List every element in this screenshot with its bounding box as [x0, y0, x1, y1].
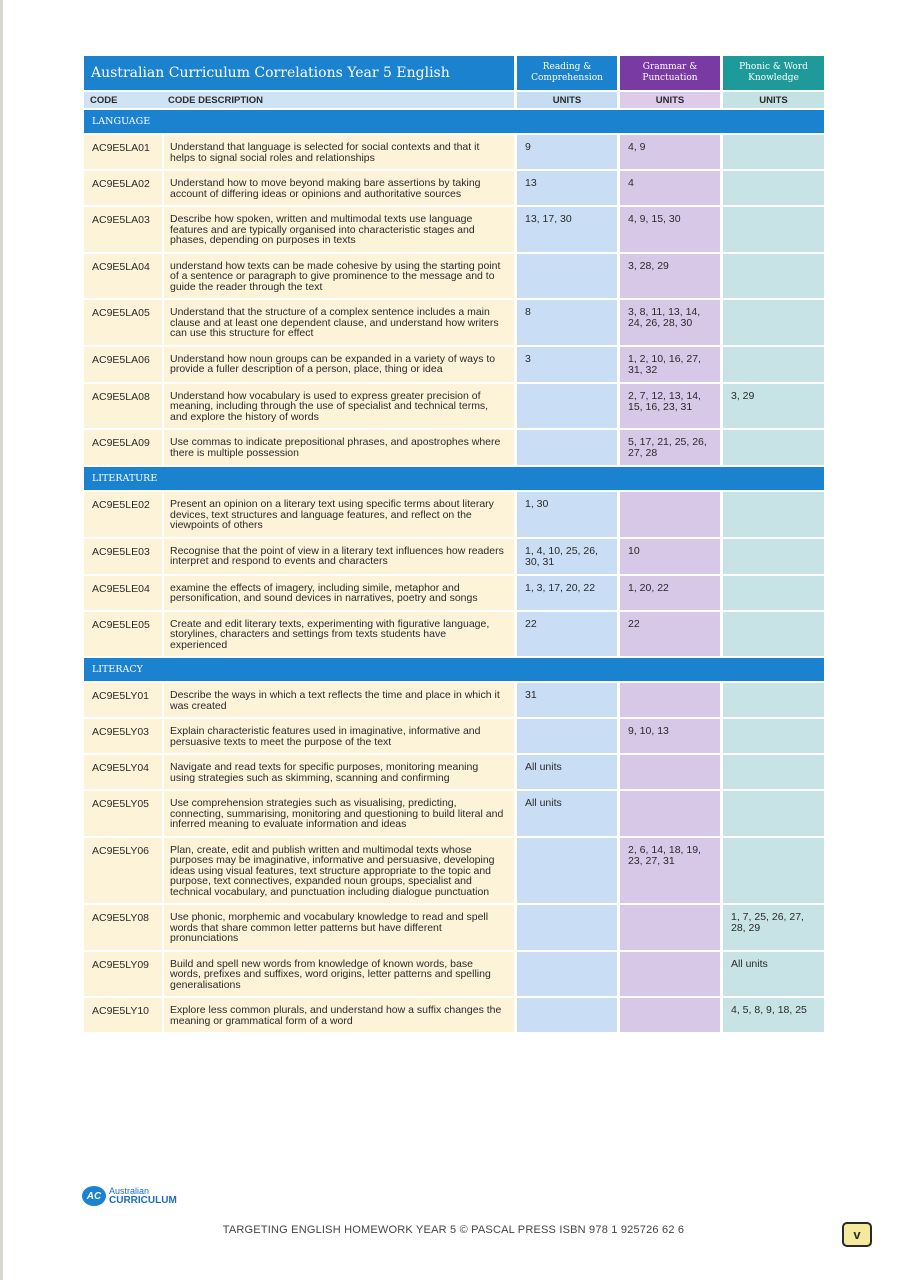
table-row [84, 755, 824, 791]
code-cell: AC9E5LE03 [84, 539, 162, 576]
table-row [84, 430, 824, 467]
column-header-reading: Reading & Comprehension [514, 56, 617, 92]
units-grammar-cell [617, 905, 720, 952]
section-header-literacy [84, 658, 824, 683]
units-grammar-cell [617, 998, 720, 1034]
description-cell: Create and edit literary texts, experimenting with figurative language, storylines, characters and settings from texts students have experienced [162, 612, 514, 659]
units-reading-cell: 13, 17, 30 [514, 207, 617, 254]
code-cell: AC9E5LY04 [84, 755, 162, 791]
subheader-code: CODE [84, 92, 162, 110]
units-reading-cell: 31 [514, 683, 617, 719]
section-header-literature [84, 467, 824, 492]
table-row [84, 171, 824, 207]
table-row [84, 905, 824, 952]
section-title: LANGUAGE [84, 110, 824, 135]
code-cell: AC9E5LA04 [84, 254, 162, 301]
units-phonic-cell [720, 430, 824, 467]
units-phonic-cell [720, 300, 824, 347]
units-grammar-cell: 1, 2, 10, 16, 27, 31, 32 [617, 347, 720, 384]
units-phonic-cell [720, 539, 824, 576]
units-phonic-cell [720, 135, 824, 171]
units-grammar-cell [617, 755, 720, 791]
table-row [84, 384, 824, 431]
units-reading-cell [514, 719, 617, 755]
code-cell: AC9E5LA01 [84, 135, 162, 171]
units-phonic-cell [720, 492, 824, 539]
subheader-units-reading: UNITS [514, 92, 617, 110]
column-header-phonic: Phonic & Word Knowledge [720, 56, 824, 92]
units-phonic-cell: 4, 5, 8, 9, 18, 25 [720, 998, 824, 1034]
units-phonic-cell: 1, 7, 25, 26, 27, 28, 29 [720, 905, 824, 952]
units-reading-cell [514, 952, 617, 999]
description-cell: Use phonic, morphemic and vocabulary knowledge to read and spell words that share common letter patterns but have different pronunciations [162, 905, 514, 952]
description-cell: Plan, create, edit and publish written and multimodal texts whose purposes may be imaginative, informative and persuasive, developing ideas using visual features, text structure appropriate to the topic and purpose, text connectives, expanded noun groups, specialist and technical vocabulary, and punctuation including dialogue punctuation [162, 838, 514, 906]
code-cell: AC9E5LE05 [84, 612, 162, 659]
units-reading-cell: 1, 3, 17, 20, 22 [514, 576, 617, 612]
units-phonic-cell: All units [720, 952, 824, 999]
units-grammar-cell [617, 791, 720, 838]
title-row [84, 56, 824, 92]
units-reading-cell [514, 998, 617, 1034]
subheader-units-grammar: UNITS [617, 92, 720, 110]
table-row [84, 576, 824, 612]
units-reading-cell: 22 [514, 612, 617, 659]
units-phonic-cell [720, 838, 824, 906]
table-row [84, 207, 824, 254]
code-cell: AC9E5LA08 [84, 384, 162, 431]
code-cell: AC9E5LA05 [84, 300, 162, 347]
units-phonic-cell [720, 171, 824, 207]
units-phonic-cell [720, 347, 824, 384]
units-reading-cell [514, 430, 617, 467]
logo-line-2: CURRICULUM [109, 1195, 177, 1206]
units-grammar-cell [617, 683, 720, 719]
code-cell: AC9E5LY08 [84, 905, 162, 952]
description-cell: Understand how vocabulary is used to express greater precision of meaning, including through the use of specialist and technical terms, and explore the history of words [162, 384, 514, 431]
table-title: Australian Curriculum Correlations Year 5 English [84, 56, 514, 92]
description-cell: Use commas to indicate prepositional phrases, and apostrophes where there is multiple possession [162, 430, 514, 467]
description-cell: Explore less common plurals, and understand how a suffix changes the meaning or grammatical form of a word [162, 998, 514, 1034]
table-row [84, 791, 824, 838]
units-phonic-cell: 3, 29 [720, 384, 824, 431]
description-cell: Describe how spoken, written and multimodal texts use language features and are typically organised into characteristic stages and phases, depending on purposes in texts [162, 207, 514, 254]
code-cell: AC9E5LE04 [84, 576, 162, 612]
units-grammar-cell: 2, 6, 14, 18, 19, 23, 27, 31 [617, 838, 720, 906]
table-row [84, 135, 824, 171]
units-phonic-cell [720, 755, 824, 791]
table-body [84, 56, 824, 1034]
units-reading-cell [514, 905, 617, 952]
table-row [84, 952, 824, 999]
column-header-grammar: Grammar & Punctuation [617, 56, 720, 92]
code-cell: AC9E5LY09 [84, 952, 162, 999]
correlations-table [84, 56, 824, 1034]
code-cell: AC9E5LY10 [84, 998, 162, 1034]
units-reading-cell: 3 [514, 347, 617, 384]
description-cell: Build and spell new words from knowledge of known words, base words, prefixes and suffixes, word origins, letter patterns and spelling generalisations [162, 952, 514, 999]
code-cell: AC9E5LY03 [84, 719, 162, 755]
subheader-row [84, 92, 824, 110]
page-edge [0, 0, 3, 1280]
code-cell: AC9E5LY05 [84, 791, 162, 838]
description-cell: Navigate and read texts for specific purposes, monitoring meaning using strategies such as skimming, scanning and confirming [162, 755, 514, 791]
table-row [84, 838, 824, 906]
section-title: LITERACY [84, 658, 824, 683]
table-row [84, 683, 824, 719]
code-cell: AC9E5LA06 [84, 347, 162, 384]
page-number: v [842, 1222, 872, 1247]
subheader-description: CODE DESCRIPTION [162, 92, 514, 110]
units-phonic-cell [720, 791, 824, 838]
units-phonic-cell [720, 254, 824, 301]
table-row [84, 300, 824, 347]
units-phonic-cell [720, 719, 824, 755]
units-grammar-cell: 10 [617, 539, 720, 576]
footer-text: TARGETING ENGLISH HOMEWORK YEAR 5 © PASCAL PRESS ISBN 978 1 925726 62 6 [222, 1224, 685, 1236]
table-row [84, 998, 824, 1034]
units-phonic-cell [720, 683, 824, 719]
units-reading-cell: 8 [514, 300, 617, 347]
logo-text [109, 1187, 177, 1205]
units-reading-cell: All units [514, 791, 617, 838]
table-row [84, 539, 824, 576]
description-cell: Understand how to move beyond making bare assertions by taking account of differing ideas or opinions and authoritative sources [162, 171, 514, 207]
subheader-units-phonic: UNITS [720, 92, 824, 110]
units-reading-cell [514, 254, 617, 301]
table-row [84, 347, 824, 384]
table-row [84, 612, 824, 659]
ac-logo-icon: AC [82, 1186, 106, 1206]
description-cell: Present an opinion on a literary text using specific terms about literary devices, text structures and language features, and reflect on the viewpoints of others [162, 492, 514, 539]
code-cell: AC9E5LY06 [84, 838, 162, 906]
units-reading-cell [514, 838, 617, 906]
units-phonic-cell [720, 612, 824, 659]
units-grammar-cell: 3, 8, 11, 13, 14, 24, 26, 28, 30 [617, 300, 720, 347]
description-cell: Understand that the structure of a complex sentence includes a main clause and at least one dependent clause, and understand how writers can use this structure for effect [162, 300, 514, 347]
units-grammar-cell [617, 492, 720, 539]
units-grammar-cell: 4, 9, 15, 30 [617, 207, 720, 254]
units-grammar-cell: 1, 20, 22 [617, 576, 720, 612]
australian-curriculum-logo [82, 1186, 177, 1206]
units-reading-cell: 9 [514, 135, 617, 171]
description-cell: Recognise that the point of view in a literary text influences how readers interpret and respond to events and characters [162, 539, 514, 576]
units-grammar-cell: 9, 10, 13 [617, 719, 720, 755]
code-cell: AC9E5LA02 [84, 171, 162, 207]
units-grammar-cell: 2, 7, 12, 13, 14, 15, 16, 23, 31 [617, 384, 720, 431]
units-reading-cell: 1, 4, 10, 25, 26, 30, 31 [514, 539, 617, 576]
description-cell: examine the effects of imagery, including simile, metaphor and personification, and sound devices in narratives, poetry and songs [162, 576, 514, 612]
units-reading-cell: 1, 30 [514, 492, 617, 539]
units-grammar-cell: 3, 28, 29 [617, 254, 720, 301]
code-cell: AC9E5LA03 [84, 207, 162, 254]
code-cell: AC9E5LY01 [84, 683, 162, 719]
units-grammar-cell: 22 [617, 612, 720, 659]
description-cell: Understand that language is selected for social contexts and that it helps to signal social roles and relationships [162, 135, 514, 171]
description-cell: Describe the ways in which a text reflects the time and place in which it was created [162, 683, 514, 719]
units-grammar-cell [617, 952, 720, 999]
units-phonic-cell [720, 576, 824, 612]
units-reading-cell: 13 [514, 171, 617, 207]
units-grammar-cell: 5, 17, 21, 25, 26, 27, 28 [617, 430, 720, 467]
description-cell: understand how texts can be made cohesive by using the starting point of a sentence or paragraph to give prominence to the message and to guide the reader through the text [162, 254, 514, 301]
units-grammar-cell: 4 [617, 171, 720, 207]
table-row [84, 492, 824, 539]
table-row [84, 254, 824, 301]
units-phonic-cell [720, 207, 824, 254]
units-reading-cell: All units [514, 755, 617, 791]
table-row [84, 719, 824, 755]
logo-line-1: Australian [109, 1186, 150, 1196]
section-header-language [84, 110, 824, 135]
description-cell: Use comprehension strategies such as visualising, predicting, connecting, summarising, monitoring and questioning to build literal and inferred meaning to evaluate information and ideas [162, 791, 514, 838]
code-cell: AC9E5LE02 [84, 492, 162, 539]
units-reading-cell [514, 384, 617, 431]
description-cell: Understand how noun groups can be expanded in a variety of ways to provide a fuller description of a person, place, thing or idea [162, 347, 514, 384]
section-title: LITERATURE [84, 467, 824, 492]
units-grammar-cell: 4, 9 [617, 135, 720, 171]
code-cell: AC9E5LA09 [84, 430, 162, 467]
description-cell: Explain characteristic features used in imaginative, informative and persuasive texts to meet the purpose of the text [162, 719, 514, 755]
